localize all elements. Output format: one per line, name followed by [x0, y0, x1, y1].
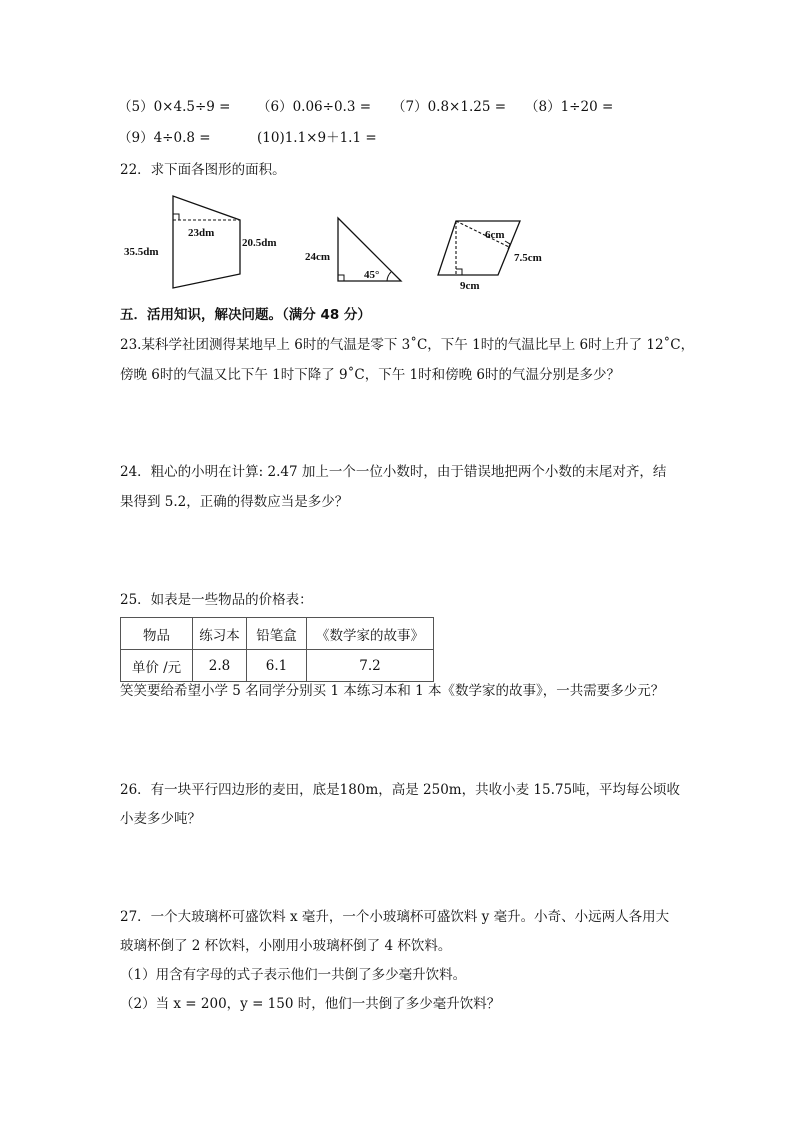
table-row	[121, 650, 434, 682]
trapezoid-figure	[118, 190, 293, 295]
question-25-intro: 25．如表是一些物品的价格表：	[120, 592, 313, 608]
parallelogram-height-label: 6cm	[485, 229, 505, 241]
table-header-cell: 物品	[121, 618, 193, 650]
triangle-angle-label: 45°	[364, 269, 380, 281]
trapezoid-right-label: 20.5dm	[242, 237, 277, 249]
question-23-line-1: 23.某科学社团测得某地早上 6时的气温是零下 3˚C，下午 1时的气温比早上 6时上升了 12˚C，	[120, 337, 695, 353]
parallelogram-base-label: 9cm	[460, 280, 480, 292]
calc-item-8: （8）1÷20 =	[525, 99, 614, 115]
question-23-line-2: 傍晚 6时的气温又比下午 1时下降了 9˚C，下午 1时和傍晚 6时的气温分别是多少？	[120, 367, 620, 383]
question-24-line-2: 果得到 5.2，正确的得数应当是多少？	[120, 494, 349, 510]
section-5-heading: 五．活用知识，解决问题。（满分 48 分）	[120, 307, 371, 323]
parallelogram-side-label: 7.5cm	[514, 252, 542, 264]
price-table	[120, 617, 434, 682]
question-25-text: 笑笑要给希望小学 5 名同学分别买 1 本练习本和 1 本《数学家的故事》，一共需要多少元？	[120, 683, 665, 699]
calc-item-10: (10)1.1×9＋1.1 =	[257, 130, 377, 146]
table-cell: 6.1	[247, 650, 307, 682]
triangle-figure	[300, 212, 410, 287]
triangle-side-label: 24cm	[305, 251, 331, 263]
trapezoid-left-label: 35.5dm	[124, 246, 159, 258]
question-27-part-1: （1）用含有字母的式子表示他们一共倒了多少毫升饮料。	[120, 967, 467, 983]
question-24-line-1: 24．粗心的小明在计算: 2.47 加上一个一位小数时，由于错误地把两个小数的末尾对齐，结	[120, 464, 667, 480]
calc-item-5: （5）0×4.5÷9 =	[118, 99, 231, 115]
trapezoid-height-label: 23dm	[188, 227, 215, 239]
table-cell: 7.2	[307, 650, 434, 682]
question-27-line-1: 27．一个大玻璃杯可盛饮料 x 毫升，一个小玻璃杯可盛饮料 y 毫升。小奇、小远两人各用大	[120, 909, 670, 925]
table-row	[121, 618, 434, 650]
table-cell: 单价 /元	[121, 650, 193, 682]
calc-item-7: （7）0.8×1.25 =	[392, 99, 507, 115]
question-27-part-2: （2）当 x = 200，y = 150 时，他们一共倒了多少毫升饮料？	[120, 996, 501, 1012]
question-22: 22．求下面各图形的面积。	[120, 162, 286, 178]
calc-item-6: （6）0.06÷0.3 =	[257, 99, 372, 115]
question-27-line-2: 玻璃杯倒了 2 杯饮料，小刚用小玻璃杯倒了 4 杯饮料。	[120, 938, 452, 954]
question-26-line-1: 26．有一块平行四边形的麦田，底是180m，高是 250m，共收小麦 15.75吨，平均每公顷收	[120, 782, 681, 798]
parallelogram-figure	[430, 215, 560, 295]
table-cell: 2.8	[193, 650, 247, 682]
table-header-cell: 练习本	[193, 618, 247, 650]
calc-item-9: （9）4÷0.8 =	[118, 130, 211, 146]
table-header-cell: 《数学家的故事》	[307, 618, 434, 650]
question-26-line-2: 小麦多少吨？	[120, 811, 201, 827]
table-header-cell: 铅笔盒	[247, 618, 307, 650]
